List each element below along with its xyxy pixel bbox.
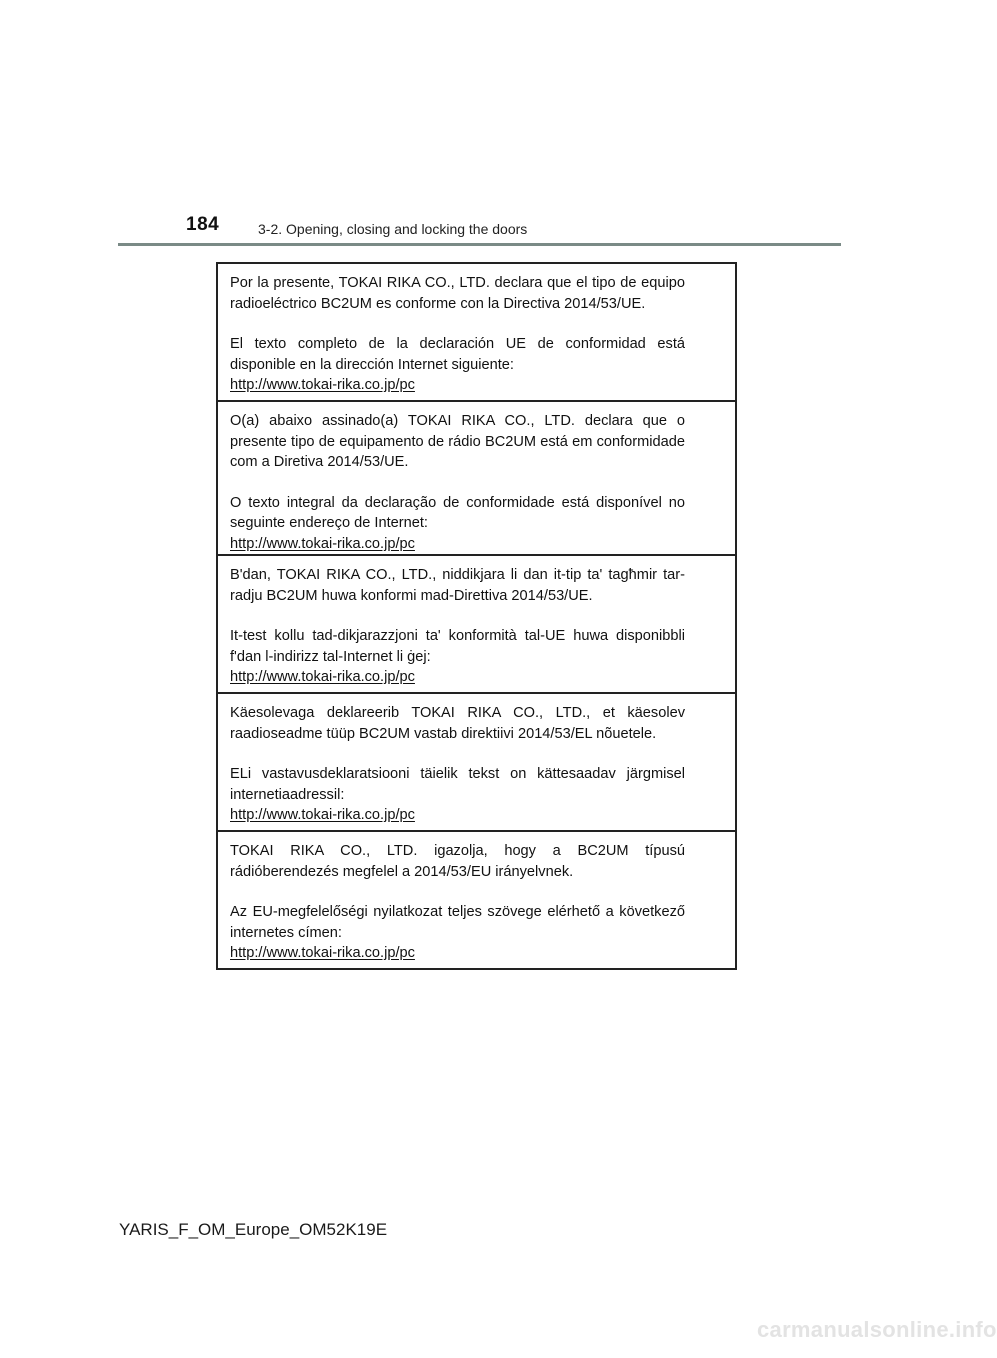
page-number: 184	[186, 214, 220, 235]
declaration-block-hungarian	[218, 830, 735, 968]
declaration-availability	[230, 626, 685, 688]
declaration-statement: TOKAI RIKA CO., LTD. igazolja, hogy a BC2UM típusú rádióberendezés megfelel a 2014/53/EU irányelvnek.	[230, 843, 685, 880]
declaration-block-spanish	[218, 264, 735, 400]
declaration-table	[216, 262, 737, 970]
declaration-statement: O(a) abaixo assinado(a) TOKAI RIKA CO., LTD. declara que o presente tipo de equipamento de rádio BC2UM está em conformidade com a Diretiva 2014/53/UE.	[230, 413, 685, 470]
watermark: carmanualsonline.info	[757, 1317, 997, 1342]
declaration-statement: B'dan, TOKAI RIKA CO., LTD., niddikjara li dan it-tip ta' tagħmir tar-radju BC2UM huwa konformi mad-Direttiva 2014/53/UE.	[230, 567, 685, 604]
declaration-url-link[interactable]: http://www.tokai-rika.co.jp/pc	[230, 945, 415, 961]
declaration-availability-text: O texto integral da declaração de conformidade está disponível no seguinte endereço de Internet:	[230, 494, 685, 531]
declaration-availability	[230, 493, 685, 555]
section-title: 3-2. Opening, closing and locking the doors	[258, 221, 528, 237]
declaration-url-link[interactable]: http://www.tokai-rika.co.jp/pc	[230, 669, 415, 685]
declaration-availability	[230, 764, 685, 826]
declaration-url-link[interactable]: http://www.tokai-rika.co.jp/pc	[230, 535, 415, 552]
document-code: YARIS_F_OM_Europe_OM52K19E	[119, 1220, 388, 1239]
declaration-url-link[interactable]: http://www.tokai-rika.co.jp/pc	[230, 377, 415, 393]
declaration-statement: Por la presente, TOKAI RIKA CO., LTD. declara que el tipo de equipo radioeléctrico BC2UM es conforme con la Directiva 2014/53/UE.	[230, 275, 685, 312]
declaration-block-portuguese	[218, 400, 735, 554]
declaration-statement: Käesolevaga deklareerib TOKAI RIKA CO., LTD., et käesolev raadioseadme tüüp BC2UM vastab direktiivi 2014/53/EL nõuetele.	[230, 705, 685, 742]
header-rule	[118, 243, 841, 246]
declaration-url-link[interactable]: http://www.tokai-rika.co.jp/pc	[230, 807, 415, 823]
declaration-availability	[230, 334, 685, 396]
declaration-block-maltese	[218, 554, 735, 692]
declaration-availability-text: It-test kollu tad-dikjarazzjoni ta' konformità tal-UE huwa disponibbli f'dan l-indirizz tal-Internet li ġej:	[230, 628, 685, 665]
declaration-availability	[230, 902, 685, 964]
declaration-block-estonian	[218, 692, 735, 830]
declaration-availability-text: ELi vastavusdeklaratsiooni täielik tekst on kättesaadav järgmisel internetiaadressil:	[230, 766, 685, 803]
declaration-availability-text: Az EU-megfelelőségi nyilatkozat teljes szövege elérhető a következő internetes címen:	[230, 904, 685, 941]
declaration-availability-text: El texto completo de la declaración UE de conformidad está disponible en la dirección Internet siguiente:	[230, 336, 685, 373]
